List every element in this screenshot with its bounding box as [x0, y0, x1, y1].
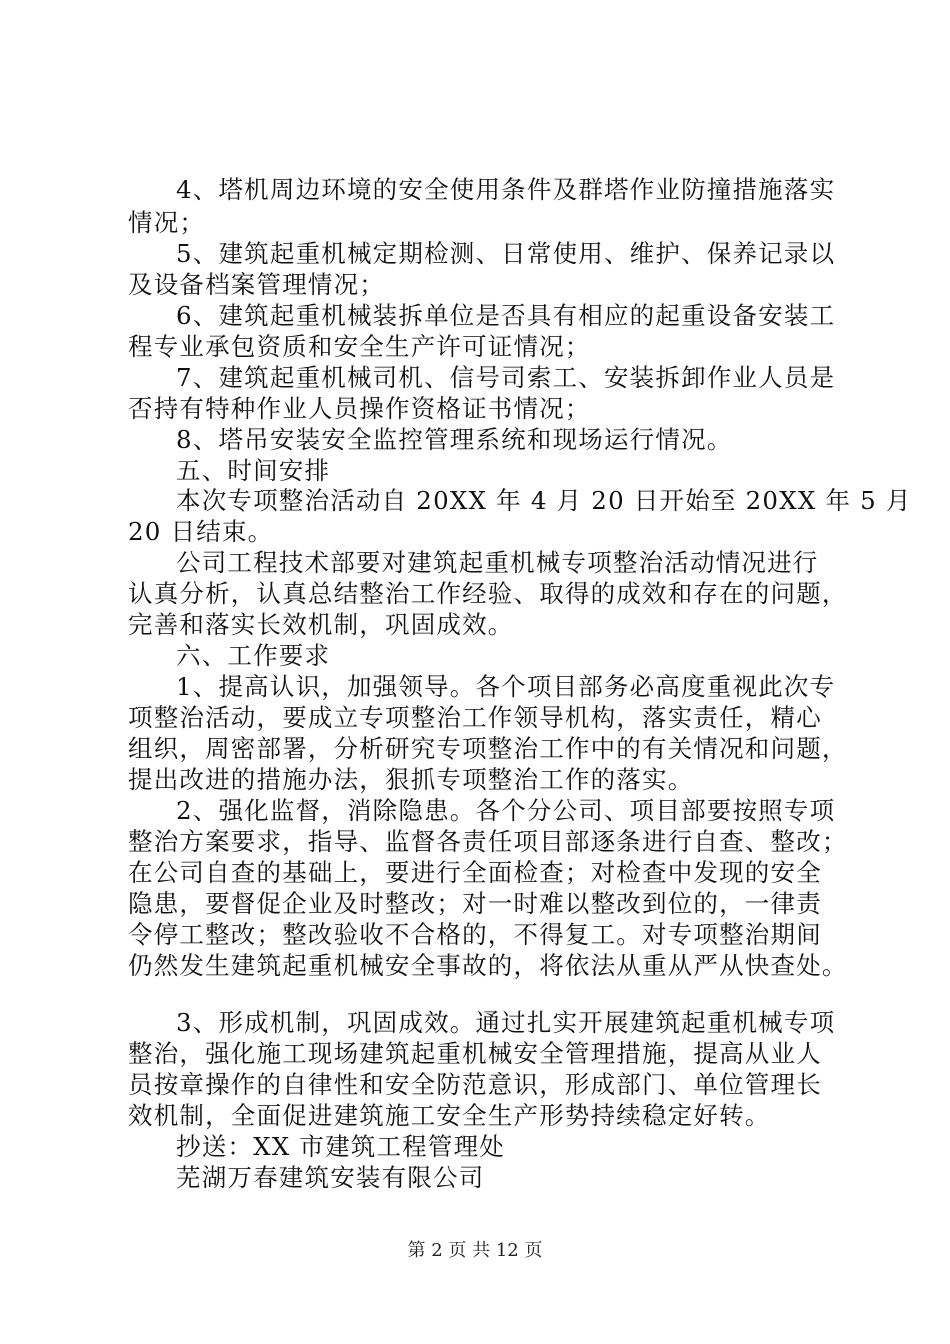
body-line: 8、塔吊安装安全监控管理系统和现场运行情况。	[176, 425, 733, 454]
page-number: 第 2 页 共 12 页	[407, 1240, 543, 1261]
body-line: 程专业承包资质和安全生产许可证情况；	[128, 332, 591, 361]
cc-line: 抄送：XX 市建筑工程管理处	[176, 1132, 505, 1161]
body-line: 整治方案要求，指导、监督各责任项目部逐条进行自查、整改；	[128, 827, 848, 856]
body-line: 否持有特种作业人员操作资格证书情况；	[128, 394, 591, 423]
body-line: 令停工整改；整改验收不合格的，不得复工。对专项整治期间	[128, 920, 822, 949]
body-line: 隐患，要督促企业及时整改；对一时难以整改到位的，一律责	[128, 889, 822, 918]
body-line: 项整治活动，要成立专项整治工作领导机构，落实责任，精心	[128, 703, 822, 732]
body-line: 1、提高认识，加强领导。各个项目部务必高度重视此次专	[176, 672, 836, 701]
body-line: 5、建筑起重机械定期检测、日常使用、维护、保养记录以	[176, 239, 836, 268]
body-line: 组织，周密部署，分析研究专项整治工作中的有关情况和问题，	[128, 734, 848, 763]
body-line: 6、建筑起重机械装拆单位是否具有相应的起重设备安装工	[176, 301, 836, 330]
body-line: 2、强化监督，消除隐患。各个分公司、项目部要按照专项	[176, 796, 836, 825]
body-line: 4、塔机周边环境的安全使用条件及群塔作业防撞措施落实	[176, 175, 836, 204]
body-line: 在公司自查的基础上，要进行全面检查；对检查中发现的安全	[128, 858, 822, 887]
body-line: 整治，强化施工现场建筑起重机械安全管理措施，提高从业人	[128, 1039, 822, 1068]
body-line: 公司工程技术部要对建筑起重机械专项整治活动情况进行	[176, 548, 819, 577]
body-line: 7、建筑起重机械司机、信号司索工、安装拆卸作业人员是	[176, 363, 836, 392]
section-heading: 五、时间安排	[176, 456, 331, 485]
body-line: 完善和落实长效机制，巩固成效。	[128, 610, 514, 639]
section-heading: 六、工作要求	[176, 641, 331, 670]
body-line: 本次专项整治活动自 20XX 年 4 月 20 日开始至 20XX 年 5 月	[176, 486, 912, 515]
body-line: 情况；	[128, 208, 206, 237]
body-line: 提出改进的措施办法，狠抓专项整治工作的落实。	[128, 765, 694, 794]
body-line: 及设备档案管理情况；	[128, 270, 385, 299]
body-line: 20 日结束。	[128, 517, 274, 546]
body-line: 认真分析，认真总结整治工作经验、取得的成效和存在的问题，	[128, 579, 848, 608]
body-line: 效机制，全面促进建筑施工安全生产形势持续稳定好转。	[128, 1101, 771, 1130]
body-line: 员按章操作的自律性和安全防范意识，形成部门、单位管理长	[128, 1070, 822, 1099]
body-line: 仍然发生建筑起重机械安全事故的，将依法从重从严从快查处。	[128, 951, 848, 980]
company-name: 芜湖万春建筑安装有限公司	[176, 1163, 485, 1192]
body-line: 3、形成机制，巩固成效。通过扎实开展建筑起重机械专项	[176, 1008, 836, 1037]
